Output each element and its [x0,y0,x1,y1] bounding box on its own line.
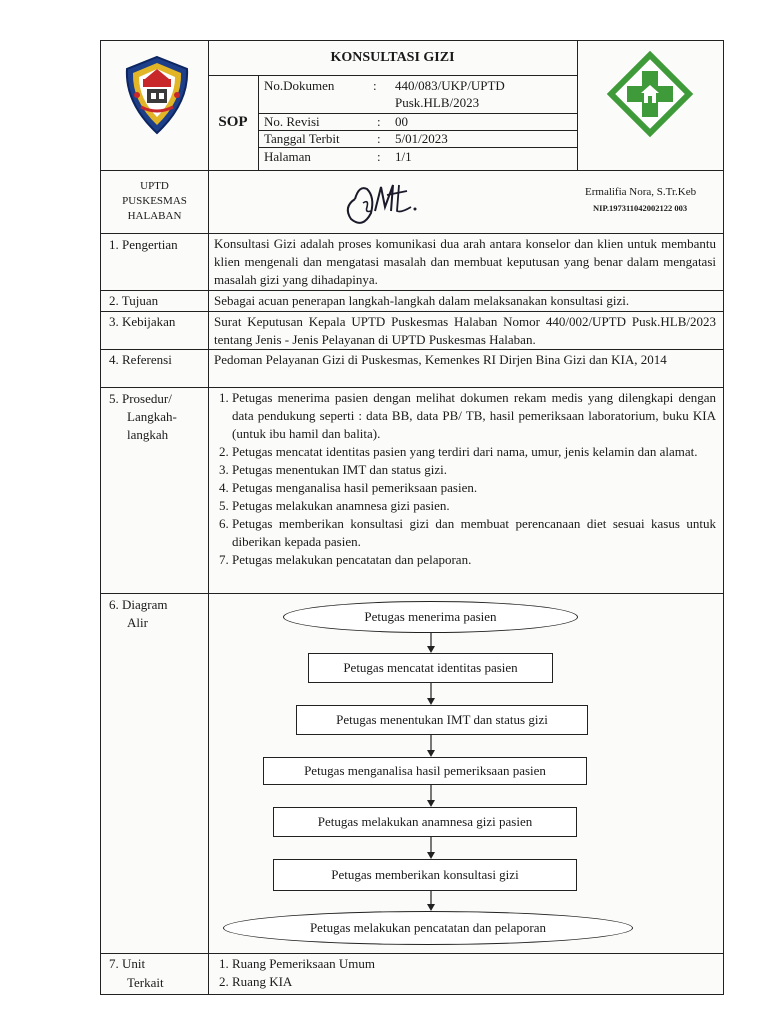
colon: : [377,114,381,129]
section-kebijakan-text: Surat Keputusan Kepala UPTD Puskesmas Halaban Nomor 440/002/UPTD Pusk.HLB/2023 tentang Jenis - Jenis Pelayanan di UPTD Puskesmas Halaban. [214,314,716,347]
row-line-6 [101,953,723,954]
flow-node-label: Petugas menerima pasien [364,609,497,624]
row-line-3 [101,349,723,350]
header-bottom-line [101,170,723,171]
org-line-1: UPTD [140,180,169,192]
body-divider [208,233,209,994]
org-line-2: PUSKESMAS [122,195,187,207]
sop-document [100,40,724,995]
signer-name: Ermalifia Nora, S.Tr.Keb [585,186,697,198]
flow-node-label: Petugas mencatat identitas pasien [343,660,518,675]
procedure-step: 2. Petugas mencatat identitas pasien yang terdiri dari nama, umur, jenis kelamin dan alamat. [232,443,716,461]
section-referensi-label: 4. Referensi [109,352,172,367]
section-tujuan-label: 2. Tujuan [109,293,159,308]
flow-node-5 [273,807,577,837]
halaman-value: 1/1 [395,149,412,164]
section-pengertian-text: Konsultasi Gizi adalah proses komunikasi dua arah antara konselor dan klien untuk membantu klien mengenali dan mengatasi masalah dan membuat keputusan yang benar dalam mengatasi masalah gizi yang dihadapinya. [214,236,716,287]
header-divider-left [208,41,209,233]
procedure-step: 7. Petugas melakukan pencatatan dan pelaporan. [232,551,716,569]
title-underline [208,75,577,76]
row-line-4 [101,387,723,388]
signature-icon [341,177,431,229]
unit-item: 1. Ruang Pemeriksaan Umum [232,955,716,973]
sop-label: SOP [218,114,248,130]
colon: : [377,149,381,164]
flow-node-label: Petugas melakukan pencatatan dan pelaporan [309,920,547,935]
section-diagram-label-2: Alir [127,615,148,630]
tanggal-terbit-value: 5/01/2023 [395,131,448,146]
header-divider-right [577,41,578,170]
section-referensi-text: Pedoman Pelayanan Gizi di Puskesmas, Kemenkes RI Dirjen Bina Gizi dan KIA, 2014 [214,352,667,367]
section-prosedur-label: 5. Prosedur/ [109,391,172,406]
no-dokumen-value-cont: Pusk.HLB/2023 [395,95,480,110]
flow-node-label: Petugas melakukan anamnesa gizi pasien [317,814,533,829]
arrow-down-icon [425,837,437,859]
colon: : [377,131,381,146]
no-dokumen-label: No.Dokumen [264,78,335,93]
section-diagram-label: 6. Diagram [109,597,168,612]
flow-node-label: Petugas menganalisa hasil pemeriksaan pasien [304,763,546,778]
arrow-down-icon [425,785,437,807]
sop-divider [258,75,259,170]
flow-node-4 [263,757,587,785]
unit-items-list [214,955,716,991]
section-tujuan-text: Sebagai acuan penerapan langkah-langkah dalam melaksanakan konsultasi gizi. [214,293,630,308]
arrow-down-icon [425,735,437,757]
authority-bottom-line [101,233,723,234]
document-title: KONSULTASI GIZI [330,50,455,65]
no-revisi-label: No. Revisi [264,114,320,129]
section-unit-label: 7. Unit [109,956,146,971]
procedure-step: 5. Petugas melakukan anamnesa gizi pasien. [232,497,716,515]
section-pengertian-label: 1. Pengertian [109,237,178,252]
section-unit-label-2: Terkait [127,975,164,990]
section-prosedur-label-2: Langkah- [127,409,177,424]
flow-node-end [223,911,633,945]
unit-list [214,955,716,991]
flow-node-6 [273,859,577,891]
arrow-down-icon [425,891,437,911]
regency-emblem-icon [121,55,193,135]
tanggal-terbit-label: Tanggal Terbit [264,131,340,146]
section-prosedur-label-3: langkah [127,427,169,442]
arrow-down-icon [425,633,437,653]
flow-node-2 [308,653,553,683]
no-dokumen-value: 440/083/UKP/UPTD [395,78,505,93]
procedure-step: 6. Petugas memberikan konsultasi gizi dan membuat perencanaan diet sesuai kasus untuk diberikan kepada pasien. [232,515,716,551]
unit-item: 2. Ruang KIA [232,973,716,991]
procedure-steps-list [214,389,716,569]
flow-node-label: Petugas menentukan IMT dan status gizi [336,712,548,727]
flow-node-3 [296,705,588,735]
colon: : [373,78,377,93]
no-revisi-value: 00 [395,114,408,129]
halaman-label: Halaman [264,149,311,164]
row-line-2 [101,311,723,312]
flow-node-start [283,601,578,633]
flow-node-label: Petugas memberikan konsultasi gizi [331,867,519,882]
procedure-step: 1. Petugas menerima pasien dengan melihat dokumen rekam medis yang dilengkapi dengan data pendukung seperti : data BB, data PB/ TB, hasil pemeriksaan laboratorium, buku KIA (untuk ibu hamil dan balita). [232,389,716,443]
signer-nip: NIP.197311042002122 003 [593,203,688,213]
arrow-down-icon [425,683,437,705]
row-line-1 [101,290,723,291]
section-kebijakan-label: 3. Kebijakan [109,314,176,329]
org-line-3: HALABAN [127,210,182,222]
procedure-step: 4. Petugas menganalisa hasil pemeriksaan pasien. [232,479,716,497]
procedure-step: 3. Petugas menentukan IMT dan status gizi. [232,461,716,479]
puskesmas-logo-icon [605,49,695,139]
procedure-steps [214,389,716,569]
row-line-5 [101,593,723,594]
